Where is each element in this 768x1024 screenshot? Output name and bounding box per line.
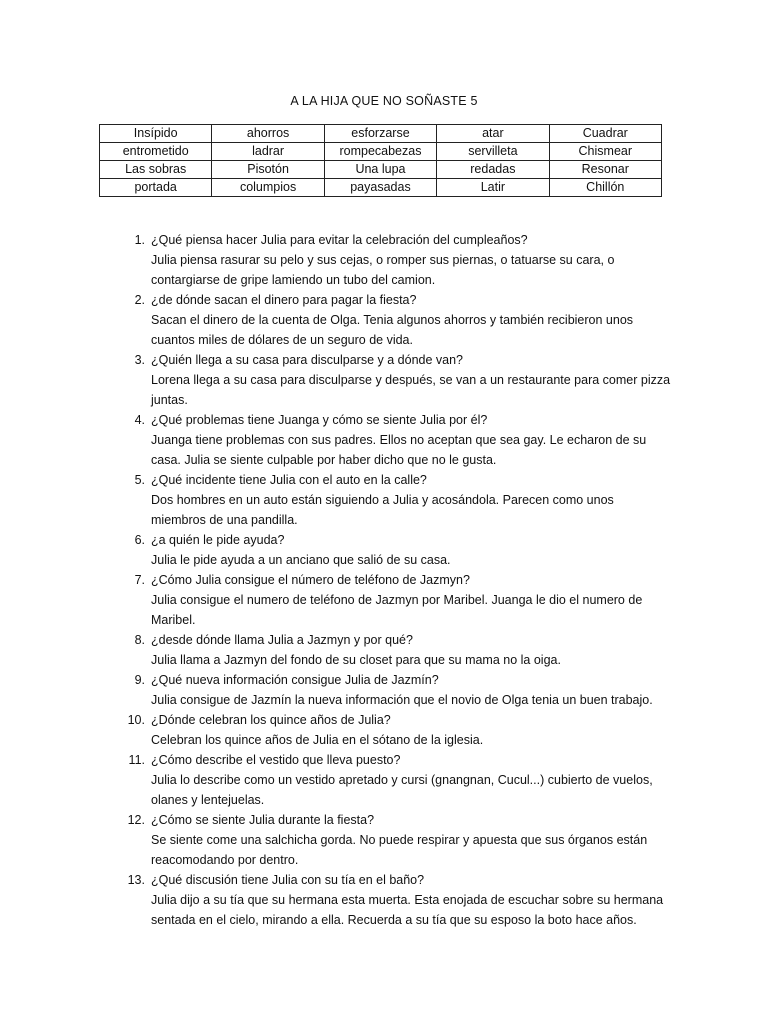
table-cell: redadas	[437, 161, 549, 179]
list-item	[127, 350, 672, 410]
list-item	[127, 810, 672, 870]
list-item	[127, 710, 672, 750]
table-cell: Latir	[437, 179, 549, 197]
table-row	[100, 143, 662, 161]
answer-text: Julia consigue el numero de teléfono de Jazmyn por Maribel. Juanga le dio el numero de Maribel.	[151, 593, 643, 627]
table-cell: Resonar	[549, 161, 661, 179]
question-number: 3.	[134, 353, 145, 367]
question-number: 1.	[134, 233, 145, 247]
table-cell: payasadas	[324, 179, 436, 197]
list-item	[127, 530, 672, 570]
answer-text: Julia llama a Jazmyn del fondo de su closet para que su mama no la oiga.	[151, 653, 561, 667]
question-number: 12.	[127, 813, 145, 827]
table-cell: Una lupa	[324, 161, 436, 179]
answer-text: Sacan el dinero de la cuenta de Olga. Tenia algunos ahorros y también recibieron unos cuantos miles de dólares de un seguro de vida.	[151, 313, 634, 347]
list-item	[127, 470, 672, 530]
table-cell: Chillón	[549, 179, 661, 197]
table-cell: entrometido	[100, 143, 212, 161]
question-text: ¿Quién llega a su casa para disculparse y a dónde van?	[151, 353, 463, 367]
list-item	[127, 670, 672, 710]
question-text: ¿de dónde sacan el dinero para pagar la fiesta?	[151, 293, 417, 307]
answer-text: Lorena llega a su casa para disculparse y después, se van a un restaurante para comer pizza juntas.	[151, 373, 671, 407]
question-text: ¿Cómo Julia consigue el número de teléfono de Jazmyn?	[151, 573, 470, 587]
answer-text: Dos hombres en un auto están siguiendo a Julia y acosándola. Parecen como unos miembros de una pandilla.	[151, 493, 614, 527]
list-item	[127, 750, 672, 810]
table-cell: servilleta	[437, 143, 549, 161]
list-item	[127, 630, 672, 670]
question-number: 2.	[134, 293, 145, 307]
question-text: ¿Cómo describe el vestido que lleva puesto?	[151, 753, 401, 767]
question-text: ¿a quién le pide ayuda?	[151, 533, 285, 547]
table-cell: portada	[100, 179, 212, 197]
table-cell: atar	[437, 125, 549, 143]
answer-text: Julia le pide ayuda a un anciano que salió de su casa.	[151, 553, 451, 567]
document-title: A LA HIJA QUE NO SOÑASTE 5	[290, 94, 478, 108]
table-cell: Pisotón	[212, 161, 324, 179]
question-text: ¿Dónde celebran los quince años de Julia?	[151, 713, 391, 727]
question-text: ¿Cómo se siente Julia durante la fiesta?	[151, 813, 375, 827]
answer-text: Julia consigue de Jazmín la nueva información que el novio de Olga tenia un buen trabajo.	[151, 693, 653, 707]
question-number: 9.	[134, 673, 145, 687]
question-text: ¿Qué incidente tiene Julia con el auto en la calle?	[151, 473, 427, 487]
table-cell: columpios	[212, 179, 324, 197]
table-cell: esforzarse	[324, 125, 436, 143]
answer-text: Celebran los quince años de Julia en el sótano de la iglesia.	[151, 733, 484, 747]
table-row	[100, 179, 662, 197]
list-item	[127, 870, 672, 930]
table-row	[100, 161, 662, 179]
question-number: 11.	[128, 753, 145, 767]
question-number: 10.	[127, 713, 145, 727]
list-item	[127, 290, 672, 350]
table-cell: Cuadrar	[549, 125, 661, 143]
table-cell: Las sobras	[100, 161, 212, 179]
question-text: ¿desde dónde llama Julia a Jazmyn y por qué?	[151, 633, 413, 647]
question-number: 13.	[127, 873, 145, 887]
answer-text: Julia dijo a su tía que su hermana esta muerta. Esta enojada de escuchar sobre su hermana sentada en el cielo, mirando a ella. Recuerda a su tía que su esposo la boto hace años.	[151, 893, 664, 927]
question-text: ¿Qué problemas tiene Juanga y cómo se siente Julia por él?	[151, 413, 488, 427]
question-number: 6.	[134, 533, 145, 547]
question-list	[127, 230, 672, 930]
question-number: 5.	[134, 473, 145, 487]
table-cell: Chismear	[549, 143, 661, 161]
question-text: ¿Qué nueva información consigue Julia de Jazmín?	[151, 673, 439, 687]
question-number: 4.	[134, 413, 145, 427]
table-cell: ahorros	[212, 125, 324, 143]
table-cell: Insípido	[100, 125, 212, 143]
answer-text: Se siente come una salchicha gorda. No puede respirar y apuesta que sus órganos están reacomodando por dentro.	[151, 833, 648, 867]
question-text: ¿Qué discusión tiene Julia con su tía en el baño?	[151, 873, 425, 887]
list-item	[127, 570, 672, 630]
list-item	[127, 410, 672, 470]
answer-text: Julia lo describe como un vestido apretado y cursi (gnangnan, Cucul...) cubierto de vuelos, olanes y lentejuelas.	[151, 773, 653, 807]
table-cell: rompecabezas	[324, 143, 436, 161]
question-text: ¿Qué piensa hacer Julia para evitar la celebración del cumpleaños?	[151, 233, 528, 247]
question-number: 8.	[134, 633, 145, 647]
table-row	[100, 125, 662, 143]
answer-text: Julia piensa rasurar su pelo y sus cejas, o romper sus piernas, o tatuarse su cara, o contargiarse de gripe lamiendo un tubo del camion.	[151, 253, 615, 287]
question-number: 7.	[134, 573, 145, 587]
list-item	[127, 230, 672, 290]
table-cell: ladrar	[212, 143, 324, 161]
vocabulary-table	[99, 124, 662, 197]
answer-text: Juanga tiene problemas con sus padres. Ellos no aceptan que sea gay. Le echaron de su casa. Julia se siente culpable por haber dicho que no le gusta.	[151, 433, 647, 467]
